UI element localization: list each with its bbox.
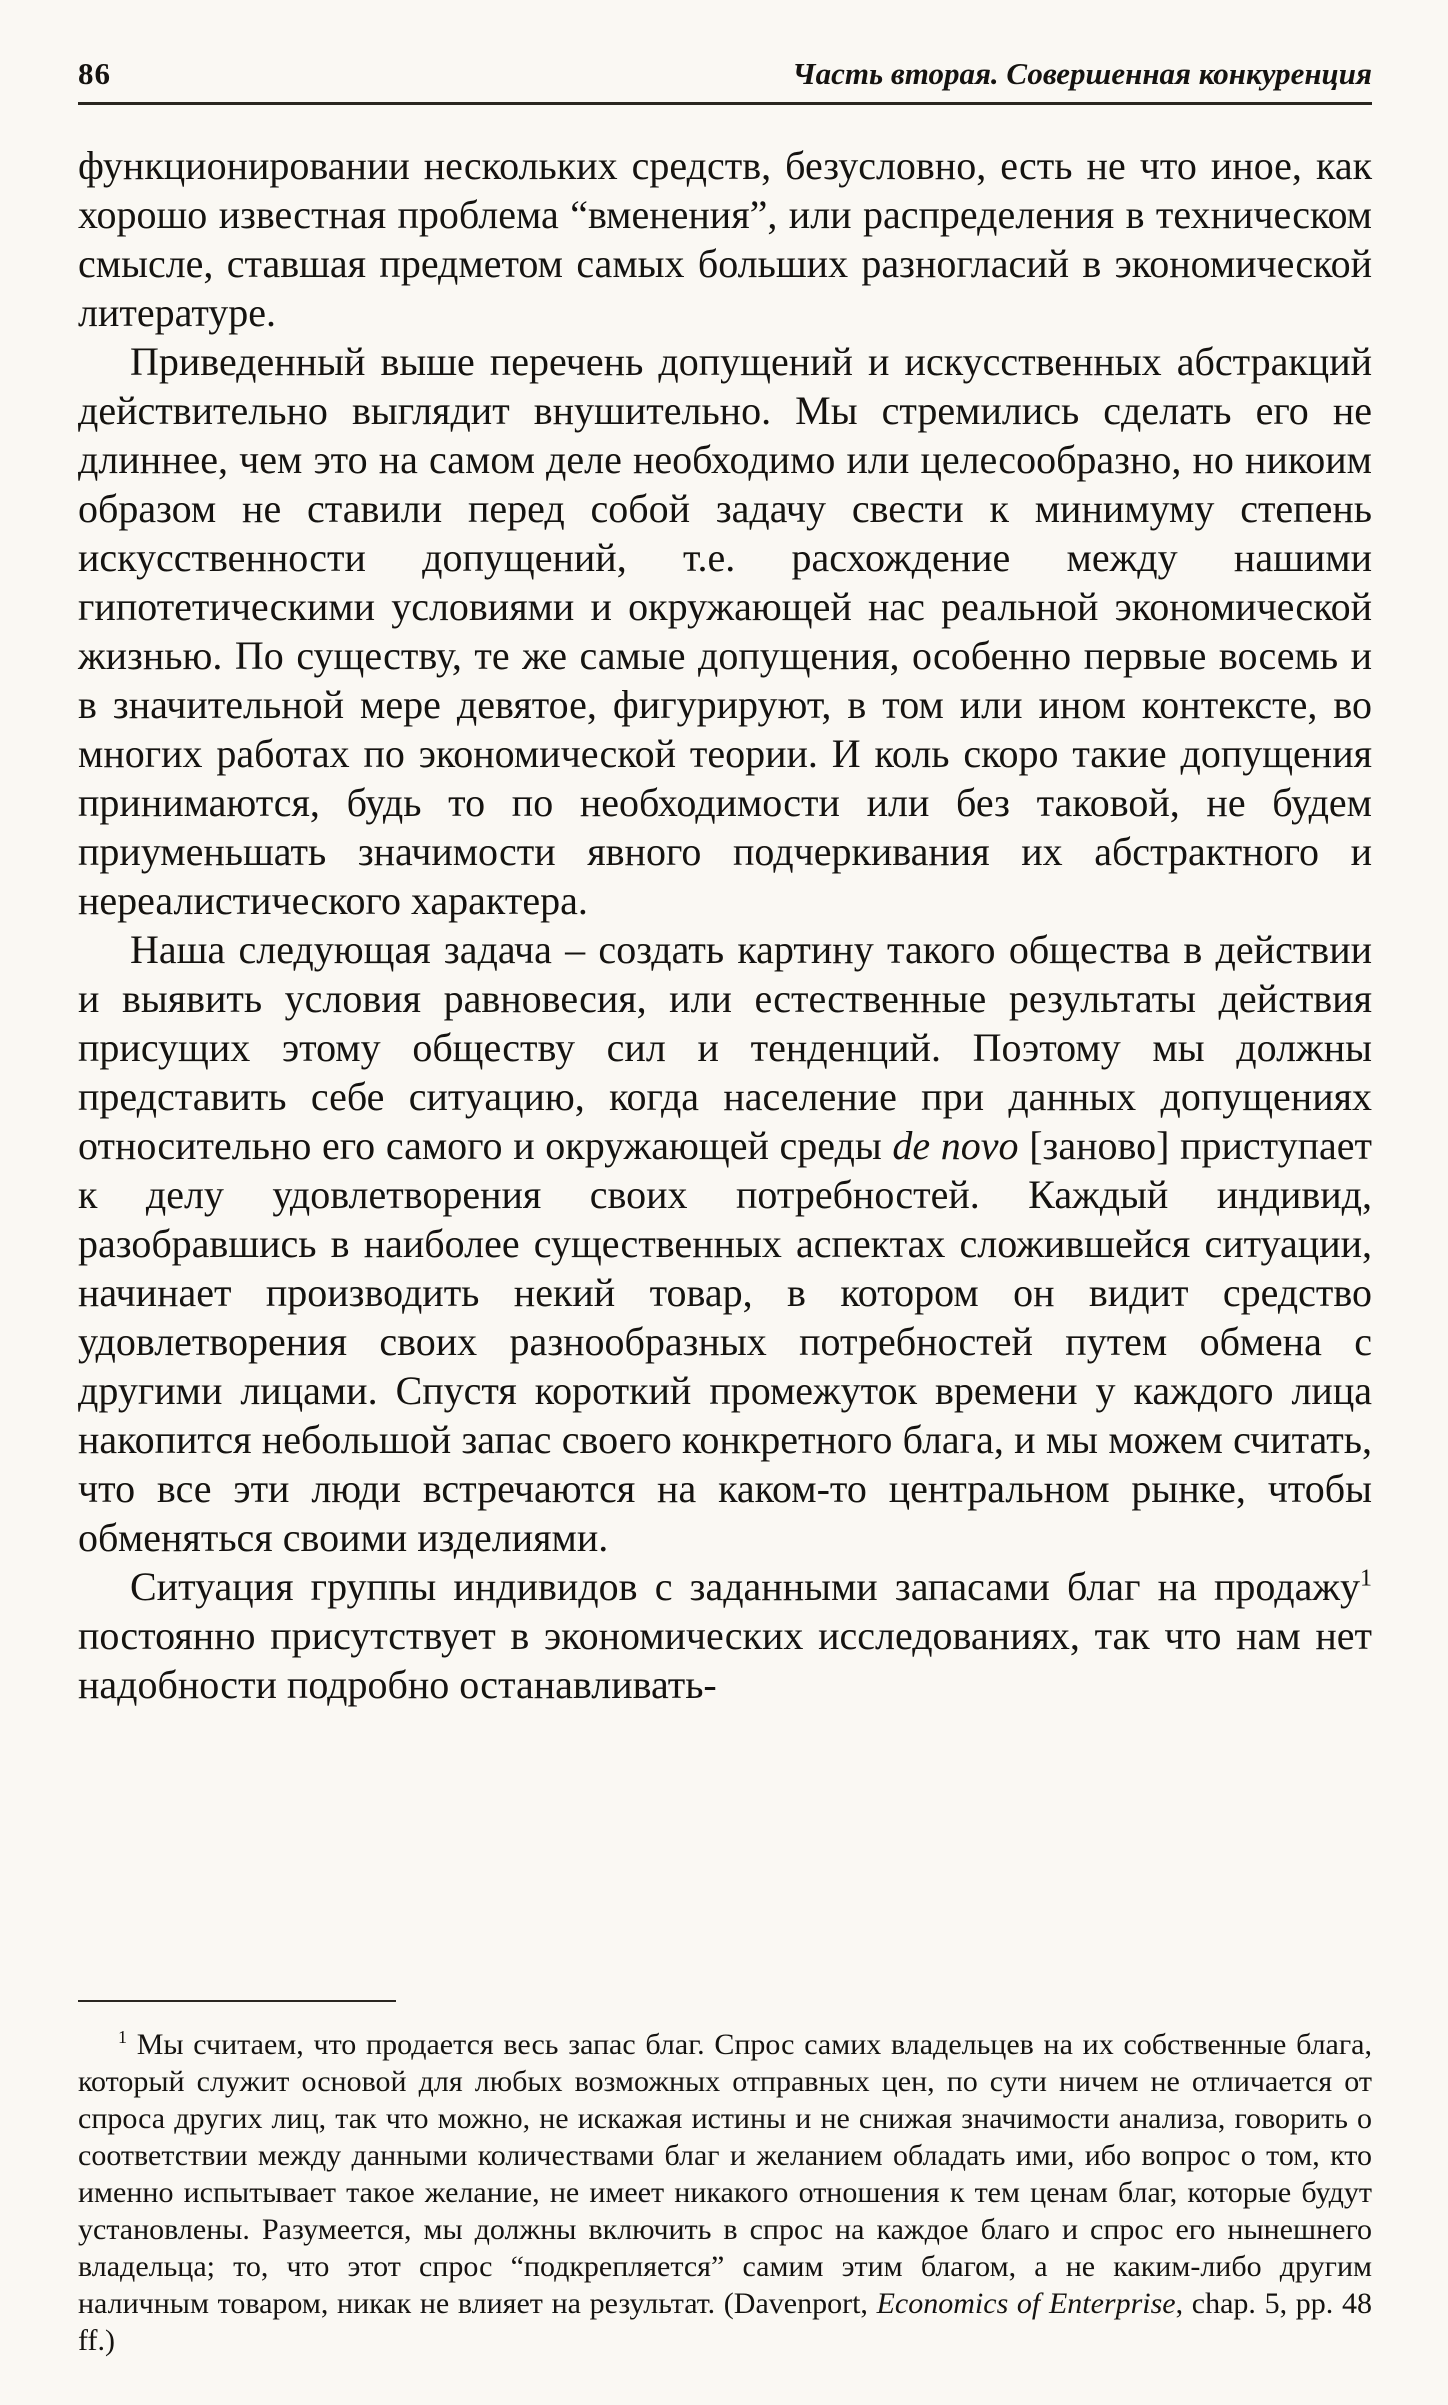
page-body bbox=[78, 141, 1372, 1709]
running-header-title: Часть вторая. Совершенная конкуренция bbox=[792, 56, 1372, 91]
paragraph-4 bbox=[78, 1562, 1372, 1709]
paragraph-4-text: Ситуация группы индивидов с заданными запасами благ на продажу bbox=[130, 1564, 1360, 1609]
de-novo-italic: de novo bbox=[892, 1123, 1019, 1168]
paragraph-3-text-after: [заново] приступает к делу удовлетворения своих потребностей. Каждый индивид, разобравшись в наиболее существенных аспектах сложившейся ситуации, начинает производить некий товар, в котором он видит средство удовлетворения своих разнообразных потребностей путем обмена с другими лицами. Спустя короткий промежуток времени у каждого лица накопится небольшой запас своего конкретного блага, и мы можем считать, что все эти люди встречаются на каком-то центральном рынке, чтобы обменяться своими изделиями. bbox=[78, 1123, 1372, 1560]
footnote-citation-tail: , chap. 5, pp. 48 ff.) bbox=[78, 2287, 1372, 2357]
header-rule bbox=[78, 102, 1372, 105]
page-header bbox=[78, 56, 1372, 102]
footnote-marker: 1 bbox=[118, 2027, 127, 2047]
footnote-reference: 1 bbox=[1360, 1565, 1372, 1592]
paragraph-4-text-after: постоянно присутствует в экономических исследованиях, так что нам нет надобности подробно останавливать- bbox=[78, 1613, 1372, 1707]
page-number: 86 bbox=[78, 56, 111, 91]
paragraph-3-text: Наша следующая задача – создать картину такого общества в действии и выявить условия равновесия, или естественные результаты действия присущих этому обществу сил и тенденций. Поэтому мы должны представить себе ситуацию, когда население при данных допущениях относительно его самого и окружающей среды bbox=[78, 927, 1372, 1168]
paragraph-2: Приведенный выше перечень допущений и искусственных абстракций действительно выглядит внушительно. Мы стремились сделать его не длиннее, чем это на самом деле необходимо или целесообразно, но никоим образом не ставили перед собой задачу свести к минимуму степень искусственности допущений, т.е. расхождение между нашими гипотетическими условиями и окружающей нас реальной экономической жизнью. По существу, те же самые допущения, особенно первые восемь и в значительной мере девятое, фигурируют, в том или ином контексте, во многих работах по экономической теории. И коль скоро такие допущения принимаются, будь то по необходимости или без таковой, не будем приуменьшать значимости явного подчеркивания их абстрактного и нереалистического характера. bbox=[78, 339, 1372, 923]
footnote-rule bbox=[78, 2000, 396, 2002]
footnote-area bbox=[78, 2000, 1372, 2359]
footnote-text bbox=[78, 2026, 1372, 2359]
paragraph-3 bbox=[78, 925, 1372, 1562]
footnote-body: Мы считаем, что продается весь запас благ. Спрос самих владельцев на их собственные блага, который служит основой для любых возможных отправных цен, по сути ничем не отличается от спроса других лиц, так что можно, не искажая истины и не снижая значимости анализа, говорить о соответствии между данными количествами благ и желанием обладать ими, ибо вопрос о том, кто именно испытывает такое желание, не имеет никакого отношения к тем ценам благ, которые будут установлены. Разумеется, мы должны включить в спрос на каждое благо и спрос его нынешнего владельца; то, что этот спрос “подкрепляется” самим этим благом, а не каким-либо другим наличным товаром, никак не влияет на результат. (Davenport, bbox=[78, 2028, 1372, 2320]
paragraph-1: функционировании нескольких средств, безусловно, есть не что иное, как хорошо известная проблема “вменения”, или распределения в техническом смысле, ставшая предметом самых больших разногласий в экономической литературе. bbox=[78, 143, 1372, 335]
work-title-italic: Economics of Enterprise bbox=[876, 2287, 1176, 2320]
